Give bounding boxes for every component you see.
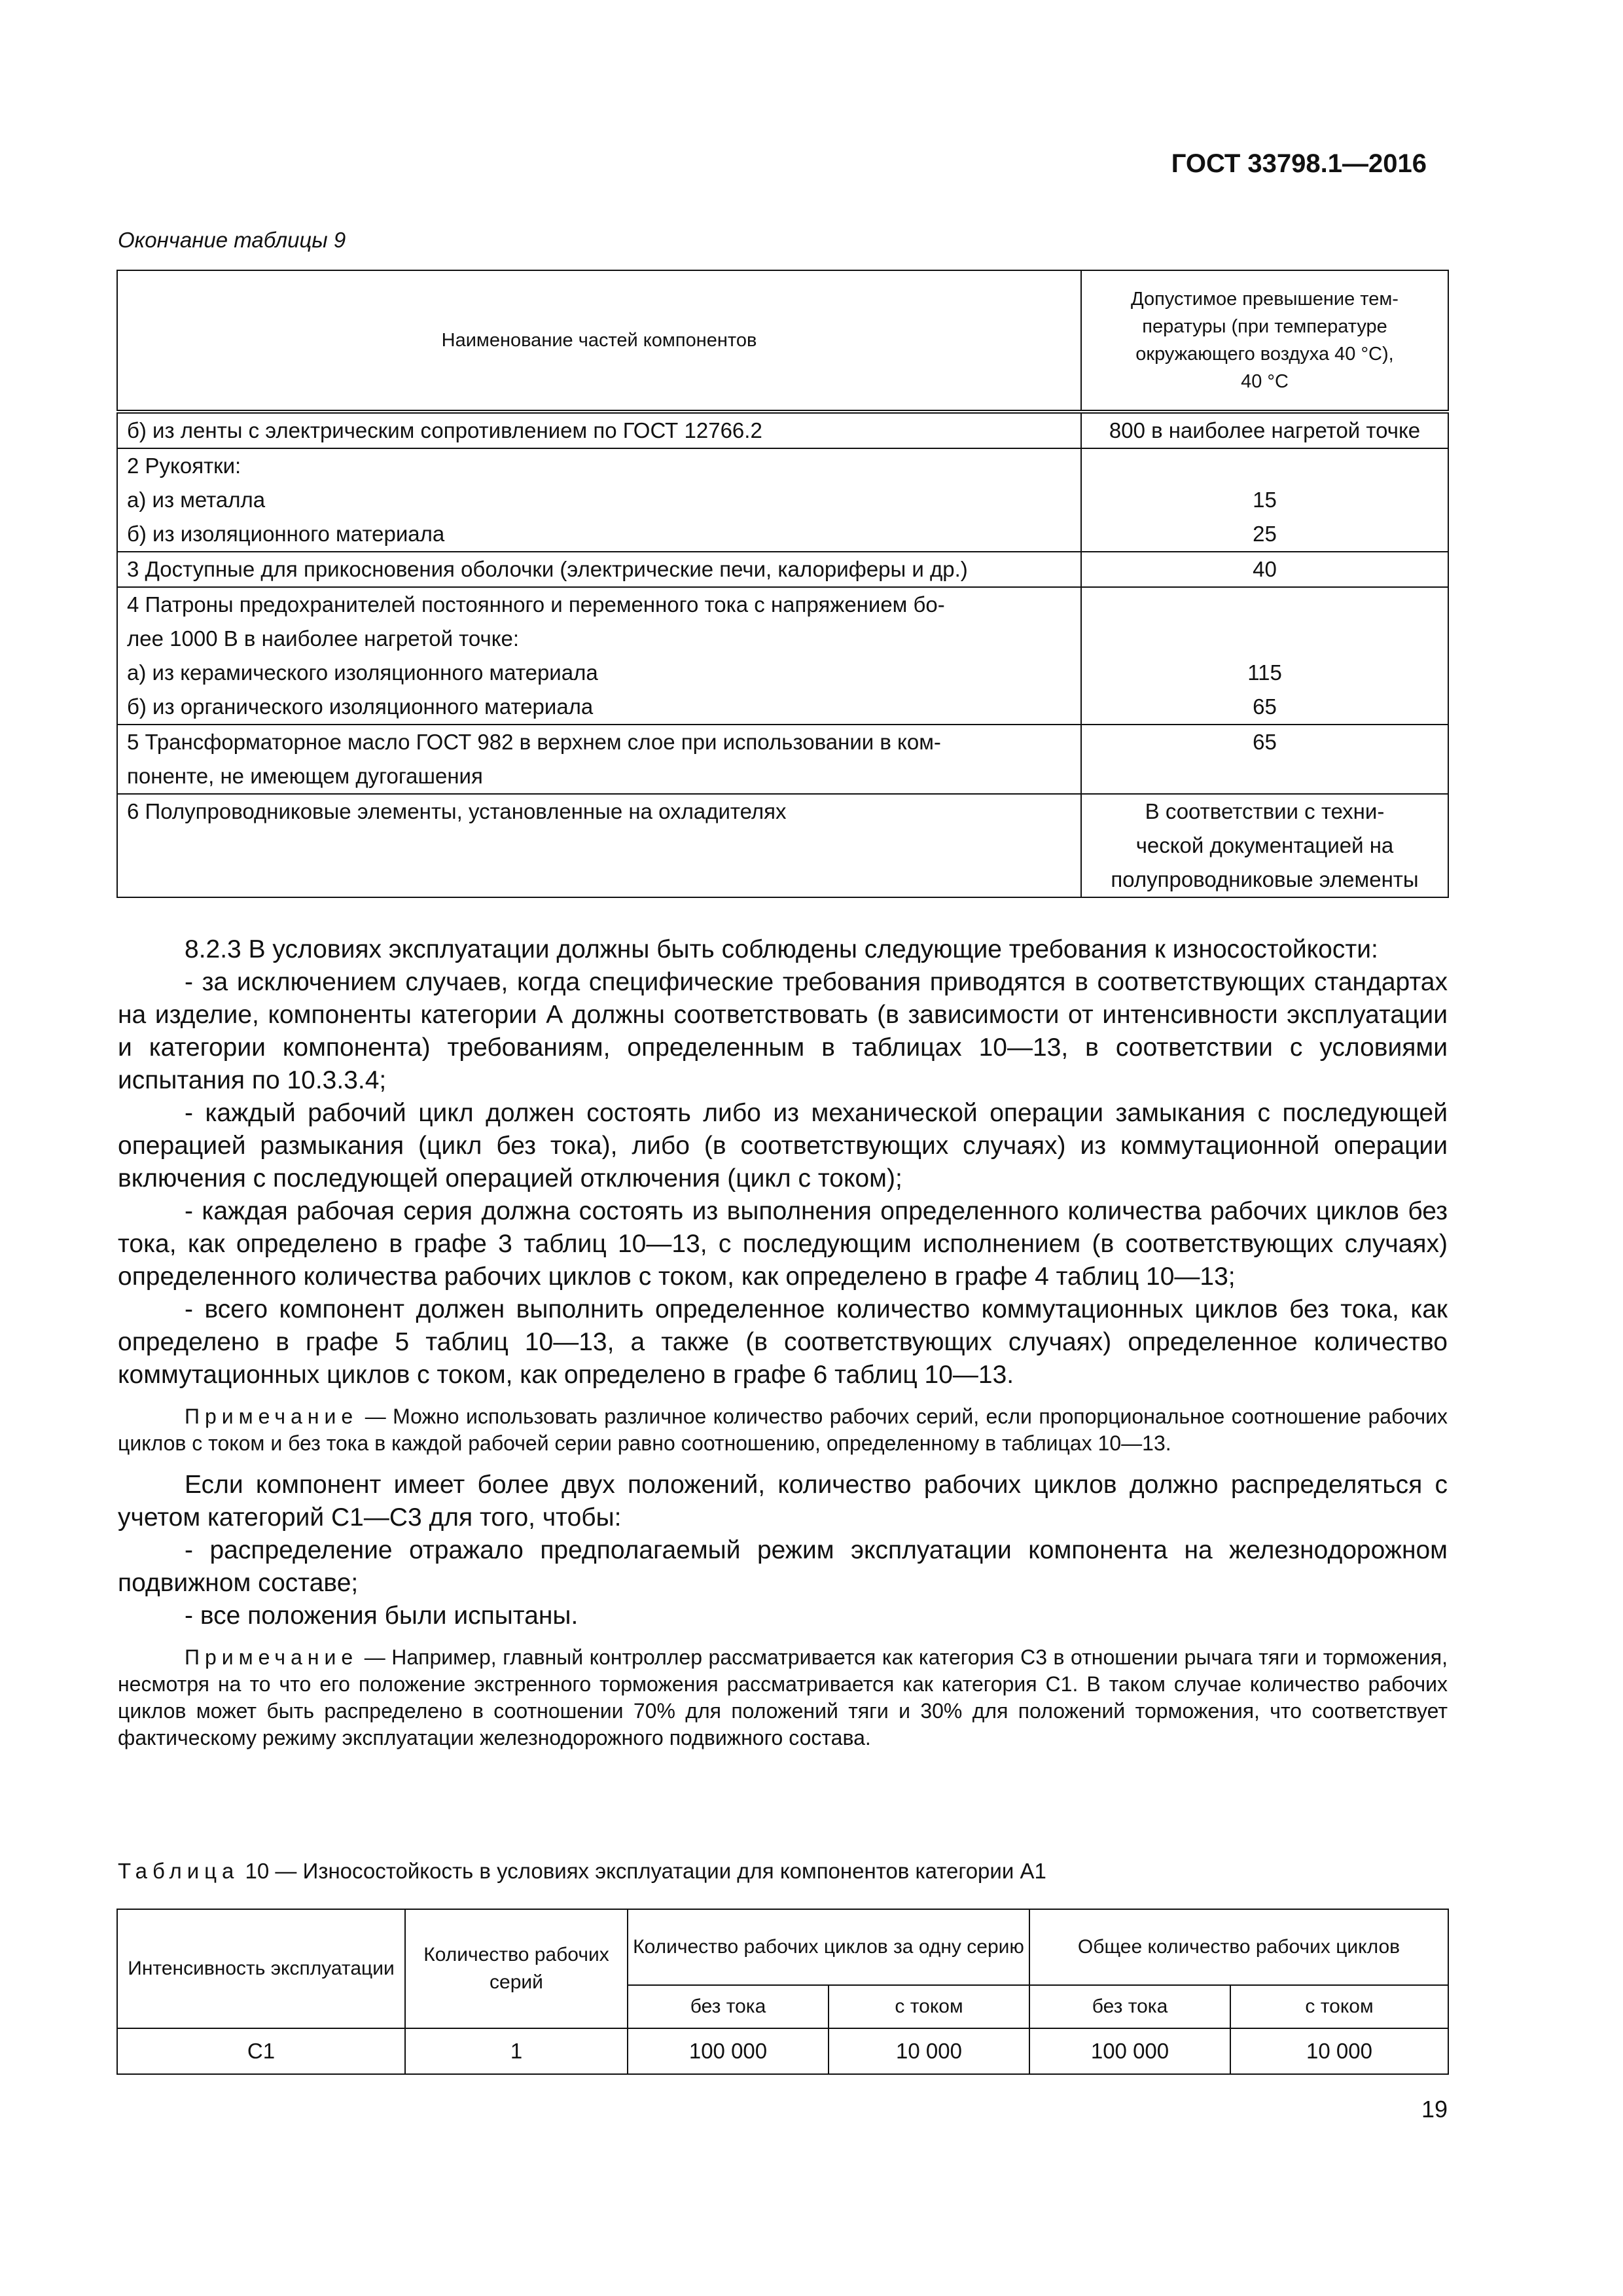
header-no-current: без тока [1029,1985,1230,2028]
temperature-value [1081,587,1448,725]
text-line: лее 1000 В в наиболее нагретой точке: [127,626,520,651]
component-name [117,587,1081,725]
header-with-current: с током [1230,1985,1448,2028]
component-name [117,448,1081,552]
text-line [1088,622,1441,656]
paragraph: - за исключением случаев, когда специфические требования приводятся в соответствующих стандартах на изделие, компоненты категории А должны соответствовать (в зависимости от интенсивности эксплуатации и категории компонента) требованиям, определенным в таблицах 10—13, в соответствии с условиями испытания по 10.3.3.4; [118,968,1448,1094]
text-line: 40 [1253,557,1277,581]
table-10-caption-label: Таблица [118,1859,240,1883]
text-line: полупроводниковые элементы [1111,867,1419,891]
table-10-caption [118,1859,1046,1884]
table-9 [116,270,1449,898]
table-row [117,412,1448,448]
note-label: Примечание [185,1645,359,1669]
table-row [117,552,1448,587]
body-text [118,933,1448,1763]
temperature-value [1081,725,1448,794]
cell: 100 000 [1029,2028,1230,2074]
table-9-header-name: Наименование частей компонентов [117,270,1081,412]
temperature-value [1081,412,1448,448]
text-line: 6 Полупроводниковые элементы, установленные на охладителях [127,799,787,823]
text-line: ческой документацией на [1135,833,1394,857]
component-name [117,794,1081,897]
header-cycles-per-series: Количество рабочих циклов за одну серию [628,1909,1029,1985]
paragraph: - каждая рабочая серия должна состоять из выполнения определенного количества рабочих циклов без тока, как определено в графе 3 таблиц 10—13, с последующим исполнением (в соответствующих случаях) определенного количества рабочих циклов с током, как определено в графе 4 таблиц 10—13; [118,1197,1448,1291]
header-with-current: с током [829,1985,1029,2028]
page-number: 19 [1421,2096,1448,2123]
table-row [117,587,1448,725]
header-series-count: Количество рабочих серий [405,1909,628,2028]
note-text: — Например, главный контроллер рассматривается как категория С3 в отношении рычага тяги и торможения, несмотря на то что его положение экстренного торможения рассматривается как категория С1. В таком случае количество рабочих циклов может быть распределено в соотношении 70% для положений тяги и 30% для положений торможения, что соответствует фактическому режиму эксплуатации железнодорожного подвижного состава. [118,1645,1448,1749]
text-line: 800 в наиболее нагретой точке [1109,418,1421,442]
cell: 10 000 [829,2028,1029,2074]
table-row [117,725,1448,794]
text-line: б) из изоляционного материала [127,522,445,546]
paragraph: 8.2.3 В условиях эксплуатации должны быть соблюдены следующие требования к износостойкости: [185,935,1378,963]
table-9-body [117,412,1448,897]
component-name [117,412,1081,448]
paragraph: - всего компонент должен выполнить определенное количество коммутационных циклов без тока, как определено в графе 5 таблиц 10—13, а также (в соответствующих случаях) определенное количество коммутационных циклов с током, как определено в графе 6 таблиц 10—13. [118,1295,1448,1389]
cell: 1 [405,2028,628,2074]
table-row [117,794,1448,897]
document-code: ГОСТ 33798.1—2016 [1171,149,1427,178]
text-line: 2 Рукоятки: [127,454,241,478]
table-9-header-value [1081,270,1448,412]
component-name [117,552,1081,587]
temperature-value [1081,448,1448,552]
temperature-value [1081,794,1448,897]
text-line: 65 [1253,730,1277,754]
text-line: 4 Патроны предохранителей постоянного и переменного тока с напряжением бо- [127,592,945,617]
text-line: 65 [1253,694,1277,719]
text-line: б) из ленты с электрическим сопротивлением по ГОСТ 12766.2 [127,418,762,442]
table-10 [116,1909,1449,2075]
text-line: 3 Доступные для прикосновения оболочки (электрические печи, калориферы и др.) [127,557,968,581]
paragraph: - распределение отражало предполагаемый режим эксплуатации компонента на железнодорожном подвижном составе; [118,1536,1448,1597]
table-10-header-row [117,1909,1448,1985]
note-text: — Можно использовать различное количество рабочих серий, если пропорциональное соотношение рабочих циклов с током и без тока в каждой рабочей серии равно соотношению, определенному в таблицах 10—13. [118,1405,1448,1455]
text-line [1088,588,1441,622]
text-line [1088,449,1441,483]
text-line: а) из керамического изоляционного материала [127,660,598,685]
note [118,1403,1448,1457]
text-line: поненте, не имеющем дугогашения [127,764,483,788]
text-line: 115 [1247,660,1282,685]
header-no-current: без тока [628,1985,829,2028]
text-line: 5 Трансформаторное масло ГОСТ 982 в верхнем слое при использовании в ком- [127,730,941,754]
cell: 100 000 [628,2028,829,2074]
header-line: Допустимое превышение тем- [1131,289,1399,310]
text-line: 15 [1253,488,1277,512]
header-total-cycles: Общее количество рабочих циклов [1029,1909,1448,1985]
header-line: пературы (при температуре [1142,316,1387,337]
table-10-row [117,2028,1448,2074]
cell: С1 [117,2028,405,2074]
component-name [117,725,1081,794]
temperature-value [1081,552,1448,587]
text-line: б) из органического изоляционного материала [127,694,594,719]
cell: 10 000 [1230,2028,1448,2074]
table-row [117,448,1448,552]
table-9-header-row [117,270,1448,412]
paragraph: - каждый рабочий цикл должен состоять либо из механической операции замыкания с последующей операцией размыкания (цикл без тока), либо (в соответствующих случаях) из коммутационной операции включения с последующей операцией отключения (цикл с током); [118,1099,1448,1193]
table-10-caption-text: 10 — Износостойкость в условиях эксплуатации для компонентов категории А1 [239,1859,1046,1883]
text-line: а) из металла [127,488,266,512]
header-line: окружающего воздуха 40 °С), [1135,344,1394,365]
header-line: 40 °С [1241,371,1289,392]
header-intensity: Интенсивность эксплуатации [117,1909,405,2028]
text-line: В соответствии с техни- [1145,799,1385,823]
table-continuation-caption: Окончание таблицы 9 [118,228,346,252]
note [118,1644,1448,1751]
note-label: Примечание [185,1405,359,1428]
paragraph: Если компонент имеет более двух положений, количество рабочих циклов должно распределяться с учетом категорий С1—С3 для того, чтобы: [118,1471,1448,1532]
paragraph: - все положения были испытаны. [185,1602,579,1630]
text-line: 25 [1253,522,1277,546]
